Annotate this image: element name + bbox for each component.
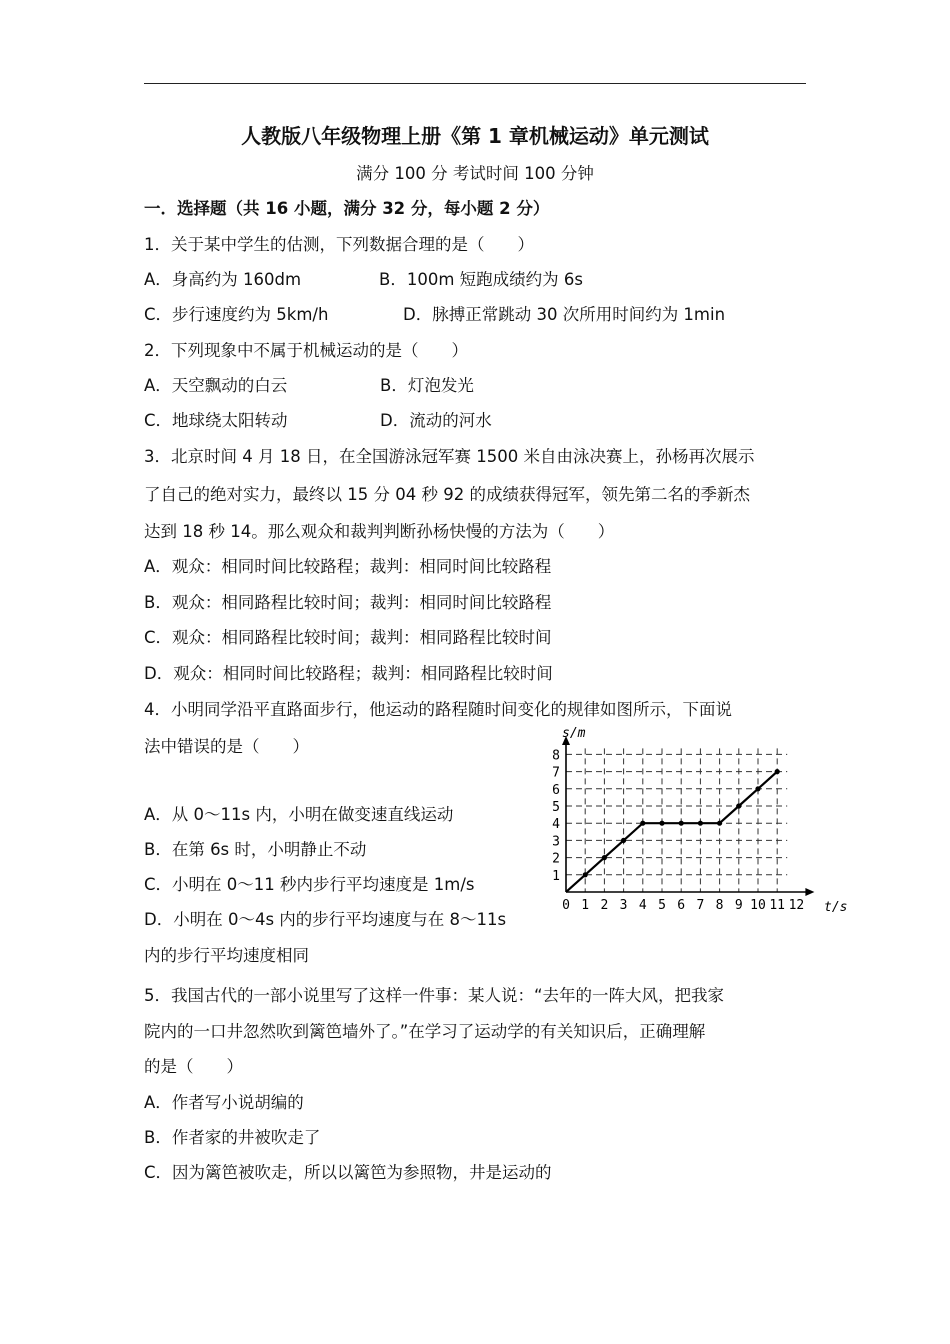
data-point <box>640 821 645 826</box>
data-point <box>621 838 626 843</box>
data-point <box>583 872 588 877</box>
data-point <box>755 786 760 791</box>
q5-option-b: B．作者家的井被吹走了 <box>144 1128 321 1147</box>
y-tick-label: 3 <box>552 834 560 850</box>
x-axis-label: t/s <box>824 900 848 915</box>
x-tick-label: 4 <box>638 898 647 913</box>
y-axis-label: s/m <box>562 726 586 741</box>
q4-stem-line1: 4．小明同学沿平直路面步行，他运动的路程随时间变化的规律如图所示，下面说 <box>144 700 732 719</box>
x-axis-arrow <box>805 888 814 896</box>
y-tick-label: 4 <box>552 817 560 833</box>
x-tick-label: 9 <box>734 898 743 913</box>
x-tick-label: 6 <box>677 898 686 913</box>
q5-option-c: C．因为篱笆被吹走，所以以篱笆为参照物，井是运动的 <box>144 1163 552 1182</box>
q3-option-b: B．观众：相同路程比较时间；裁判：相同时间比较路程 <box>144 593 552 612</box>
q3-option-c: C．观众：相同路程比较时间；裁判：相同路程比较时间 <box>144 628 552 647</box>
q2-option-b: B．灯泡发光 <box>380 376 474 395</box>
q5-stem-line3: 的是（ ） <box>144 1057 243 1076</box>
x-tick-label: 11 <box>769 898 786 913</box>
section-heading: 一．选择题（共 16 小题，满分 32 分，每小题 2 分） <box>144 199 550 218</box>
x-tick-label: 0 <box>562 898 570 913</box>
st-graph <box>538 720 850 920</box>
x-tick-label: 7 <box>696 898 705 913</box>
chart-series <box>566 769 780 892</box>
q5-stem-line2: 院内的一口井忽然吹到篱笆墙外了。”在学习了运动学的有关知识后，正确理解 <box>144 1022 706 1041</box>
y-tick-label: 6 <box>552 782 560 798</box>
q3-stem-line3: 达到 18 秒 14。那么观众和裁判判断孙杨快慢的方法为（ ） <box>144 522 615 541</box>
chart-grid <box>566 748 787 892</box>
chart-ticks <box>552 748 804 913</box>
page-subtitle: 满分 100 分 考试时间 100 分钟 <box>356 164 594 183</box>
q1-option-d: D．脉搏正常跳动 30 次所用时间约为 1min <box>403 305 726 324</box>
x-tick-label: 8 <box>715 898 724 913</box>
q3-stem-line1: 3．北京时间 4 月 18 日，在全国游泳冠军赛 1500 米自由泳决赛上，孙杨再次展示 <box>144 447 755 466</box>
x-tick-label: 10 <box>750 898 766 913</box>
q1-option-a: A．身高约为 160dm <box>144 270 302 289</box>
q1-option-b: B．100m 短跑成绩约为 6s <box>379 270 583 289</box>
data-point <box>717 821 722 826</box>
q4-option-d-line2: 内的步行平均速度相同 <box>144 946 309 965</box>
q5-option-a: A．作者写小说胡编的 <box>144 1093 304 1112</box>
data-point <box>736 803 741 808</box>
x-tick-label: 1 <box>581 898 590 913</box>
q3-option-a: A．观众：相同时间比较路程；裁判：相同时间比较路程 <box>144 557 552 576</box>
y-tick-label: 1 <box>552 868 560 884</box>
x-tick-label: 5 <box>658 898 666 913</box>
q5-stem-line1: 5．我国古代的一部小说里写了这样一件事：某人说：“去年的一阵大风，把我家 <box>144 986 725 1005</box>
x-tick-label: 3 <box>619 898 628 913</box>
data-point <box>679 821 684 826</box>
q4-option-d-line1: D．小明在 0～4s 内的步行平均速度与在 8～11s <box>144 910 507 929</box>
q2-stem: 2．下列现象中不属于机械运动的是（ ） <box>144 341 468 360</box>
header-rule <box>144 83 806 84</box>
q2-option-a: A．天空飘动的白云 <box>144 376 288 395</box>
q1-stem: 1．关于某中学生的估测，下列数据合理的是（ ） <box>144 235 534 254</box>
q2-option-d: D．流动的河水 <box>380 411 492 430</box>
data-point <box>775 769 780 774</box>
chart-axes <box>562 736 814 896</box>
data-point <box>602 855 607 860</box>
q2-option-c: C．地球绕太阳转动 <box>144 411 288 430</box>
q3-option-d: D．观众：相同时间比较路程；裁判：相同路程比较时间 <box>144 664 553 683</box>
x-tick-label: 12 <box>788 898 805 913</box>
q4-option-b: B．在第 6s 时，小明静止不动 <box>144 840 367 859</box>
y-tick-label: 8 <box>552 748 560 764</box>
data-point <box>698 821 703 826</box>
page-title: 人教版八年级物理上册《第 1 章机械运动》单元测试 <box>241 124 709 148</box>
y-tick-label: 7 <box>552 765 560 781</box>
q3-stem-line2: 了自己的绝对实力，最终以 15 分 04 秒 92 的成绩获得冠军，领先第二名的季新杰 <box>144 485 750 504</box>
y-tick-label: 2 <box>552 851 560 867</box>
q4-option-a: A．从 0～11s 内，小明在做变速直线运动 <box>144 805 454 824</box>
y-tick-label: 5 <box>552 800 560 815</box>
q4-stem-line2: 法中错误的是（ ） <box>144 737 309 756</box>
q1-option-c: C．步行速度约为 5km/h <box>144 305 329 324</box>
data-point <box>659 821 664 826</box>
x-tick-label: 2 <box>600 898 609 913</box>
q4-option-c: C．小明在 0～11 秒内步行平均速度是 1m/s <box>144 875 475 894</box>
series-line <box>566 772 777 892</box>
